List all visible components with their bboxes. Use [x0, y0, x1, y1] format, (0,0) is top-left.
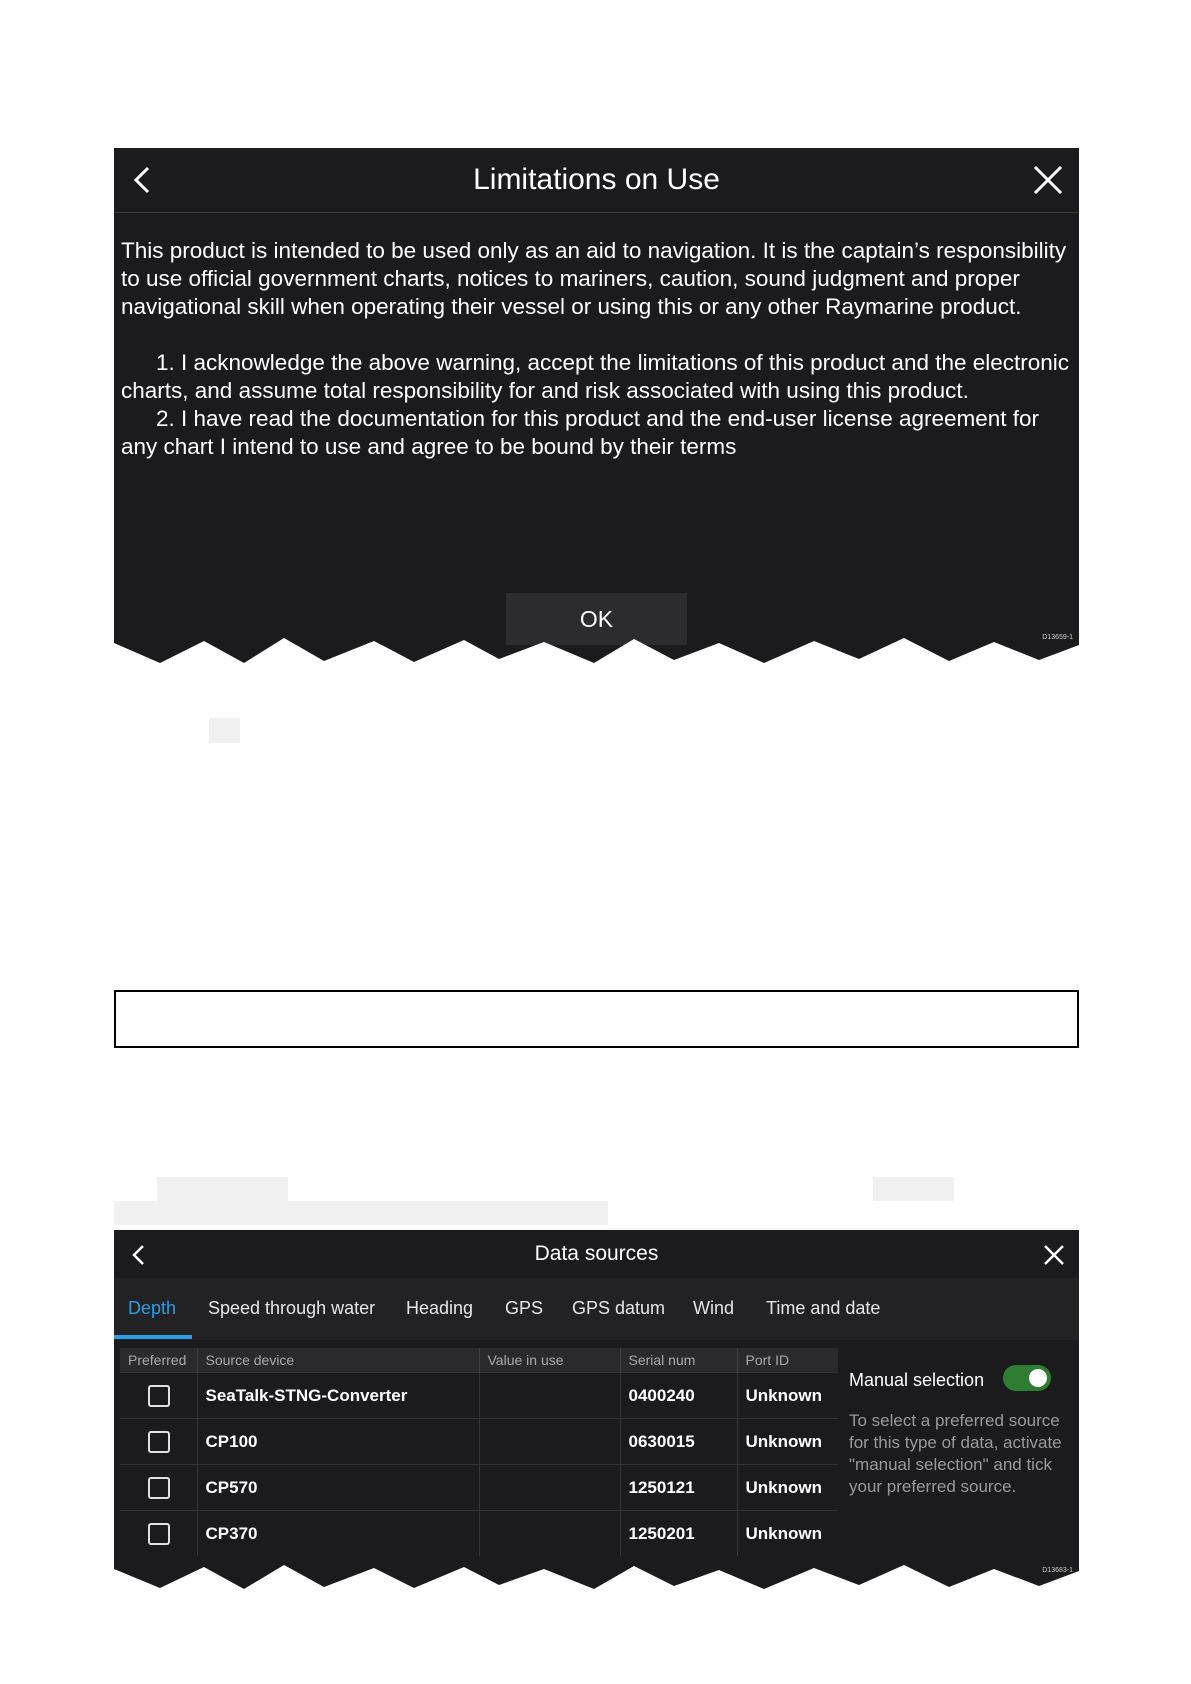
table-header-row	[120, 1348, 838, 1373]
source-device: CP370	[197, 1511, 479, 1557]
column-header: Value in use	[479, 1348, 620, 1373]
serial-number: 1250121	[620, 1465, 737, 1511]
manual-selection-panel	[845, 1348, 1079, 1568]
data-type-tabs	[114, 1278, 1079, 1340]
preferred-checkbox[interactable]	[148, 1523, 170, 1545]
column-header: Port ID	[737, 1348, 838, 1373]
value-in-use	[479, 1373, 620, 1419]
port-id: Unknown	[737, 1419, 838, 1465]
placeholder-block	[873, 1177, 954, 1201]
table-row[interactable]	[120, 1511, 838, 1557]
limitations-text	[121, 237, 1079, 461]
value-in-use	[479, 1511, 620, 1557]
warning-paragraph: This product is intended to be used only as an aid to navigation. It is the captain’s responsibility to use official government charts, notices to mariners, caution, sound judgment and proper navigational skill when operating their vessel or using this or any other Raymarine product.	[121, 238, 1067, 319]
acknowledgement-item: 2. I have read the documentation for this product and the end-user license agreement for any chart I intend to use and agree to be bound by their terms	[121, 406, 1040, 459]
source-device: CP570	[197, 1465, 479, 1511]
port-id: Unknown	[737, 1373, 838, 1419]
placeholder-block	[209, 718, 240, 743]
column-header: Serial num	[620, 1348, 737, 1373]
placeholder-block	[114, 1201, 608, 1225]
preferred-checkbox[interactable]	[148, 1385, 170, 1407]
torn-edge	[114, 1561, 1079, 1597]
sources-table	[120, 1348, 838, 1556]
tab-gps-datum[interactable]: GPS datum	[572, 1298, 666, 1318]
tab-heading[interactable]: Heading	[406, 1298, 474, 1318]
source-device: SeaTalk-STNG-Converter	[197, 1373, 479, 1419]
empty-frame	[114, 990, 1079, 1048]
dialog-title: Data sources	[534, 1242, 659, 1265]
toggle-knob	[1029, 1369, 1047, 1387]
tab-gps[interactable]: GPS	[505, 1298, 544, 1318]
acknowledgement-list	[121, 349, 1079, 461]
value-in-use	[479, 1465, 620, 1511]
dialog-header	[114, 1230, 1079, 1278]
preferred-checkbox[interactable]	[148, 1477, 170, 1499]
preferred-cell	[120, 1373, 197, 1419]
serial-number: 0630015	[620, 1419, 737, 1465]
tab-depth[interactable]: Depth	[128, 1298, 177, 1318]
tab-time-and-date[interactable]: Time and date	[766, 1298, 881, 1318]
placeholder-block	[157, 1177, 288, 1201]
manual-selection-toggle[interactable]	[1003, 1365, 1051, 1391]
value-in-use	[479, 1419, 620, 1465]
close-icon[interactable]	[1042, 1243, 1066, 1267]
preferred-cell	[120, 1419, 197, 1465]
figure-code: D13659-1	[1042, 634, 1073, 641]
column-header: Preferred	[120, 1348, 197, 1373]
figure-code: D13683-1	[1042, 1567, 1073, 1574]
preferred-cell	[120, 1511, 197, 1557]
close-icon[interactable]	[1031, 163, 1065, 197]
table-row[interactable]	[120, 1419, 838, 1465]
dialog-header	[114, 148, 1079, 213]
port-id: Unknown	[737, 1465, 838, 1511]
dialog-title: Limitations on Use	[473, 163, 720, 196]
ok-button[interactable]: OK	[506, 593, 687, 645]
active-tab-indicator	[114, 1335, 192, 1339]
table-row[interactable]	[120, 1373, 838, 1419]
data-sources-dialog	[114, 1230, 1079, 1597]
serial-number: 1250201	[620, 1511, 737, 1557]
help-text: To select a preferred source for this type of data, activate "manual selection" and tick your preferred source.	[849, 1411, 1062, 1496]
tab-wind[interactable]: Wind	[693, 1298, 735, 1318]
torn-edge	[114, 633, 1079, 673]
limitations-dialog	[114, 148, 1079, 673]
tab-speed-through-water[interactable]: Speed through water	[208, 1298, 376, 1318]
acknowledgement-item: 1. I acknowledge the above warning, accept the limitations of this product and the electronic charts, and assume total responsibility for and risk associated with using this product.	[121, 350, 1070, 403]
manual-selection-label: Manual selection	[849, 1370, 985, 1390]
serial-number: 0400240	[620, 1373, 737, 1419]
port-id: Unknown	[737, 1511, 838, 1557]
preferred-checkbox[interactable]	[148, 1431, 170, 1453]
column-header: Source device	[197, 1348, 479, 1373]
table-row[interactable]	[120, 1465, 838, 1511]
preferred-cell	[120, 1465, 197, 1511]
source-device: CP100	[197, 1419, 479, 1465]
